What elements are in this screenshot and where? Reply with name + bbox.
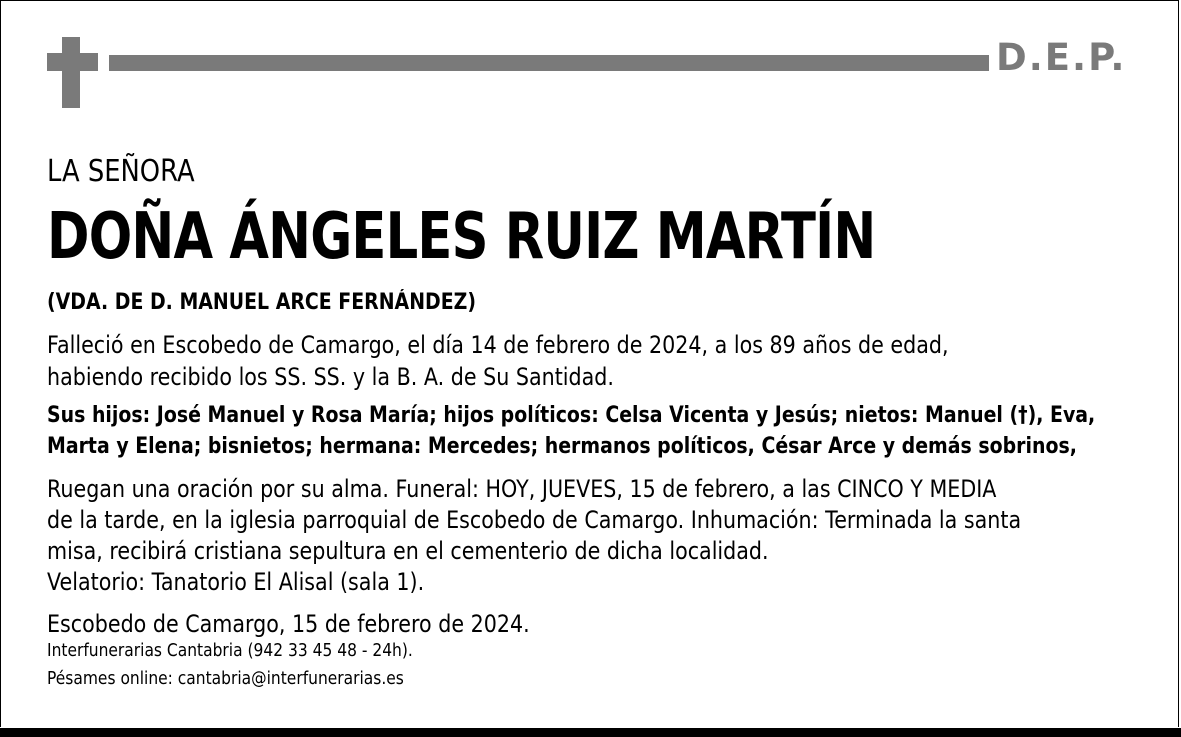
dep-label: D.E.P. <box>996 36 1127 79</box>
family-line: Marta y Elena; bisnietos; hermana: Mercedes; hermanos políticos, César Arce y demás sobrinos, <box>47 434 1077 459</box>
cross-icon <box>62 37 80 108</box>
ceremony-line: Ruegan una oración por su alma. Funeral: HOY, JUEVES, 15 de febrero, a las CINCO Y MEDIA <box>47 475 997 503</box>
bottom-border <box>0 728 1181 737</box>
cross-icon-arm <box>47 53 98 71</box>
ceremony-line: Velatorio: Tanatorio El Alisal (sala 1). <box>47 568 425 596</box>
ceremony-line: misa, recibirá cristiana sepultura en el cementerio de dicha localidad. <box>47 537 769 565</box>
death-notice-line: habiendo recibido los SS. SS. y la B. A. de Su Santidad. <box>47 363 614 391</box>
ceremony-line: de la tarde, en la iglesia parroquial de Escobedo de Camargo. Inhumación: Terminada la santa <box>47 506 1022 534</box>
deceased-title: LA SEÑORA <box>47 154 195 189</box>
death-notice-line: Falleció en Escobedo de Camargo, el día 14 de febrero de 2024, a los 89 años de edad, <box>47 331 949 359</box>
deceased-name: DOÑA ÁNGELES RUIZ MARTÍN <box>47 200 876 274</box>
condolences-email: Pésames online: cantabria@interfunerarias.es <box>47 668 404 689</box>
funeral-home: Interfunerarias Cantabria (942 33 45 48 - 24h). <box>47 640 413 661</box>
widow-of: (VDA. DE D. MANUEL ARCE FERNÁNDEZ) <box>47 290 477 315</box>
header-rule <box>109 55 989 71</box>
place-date: Escobedo de Camargo, 15 de febrero de 2024. <box>47 610 530 638</box>
family-line: Sus hijos: José Manuel y Rosa María; hijos políticos: Celsa Vicenta y Jesús; nietos: Manuel (†), Eva, <box>47 403 1096 428</box>
